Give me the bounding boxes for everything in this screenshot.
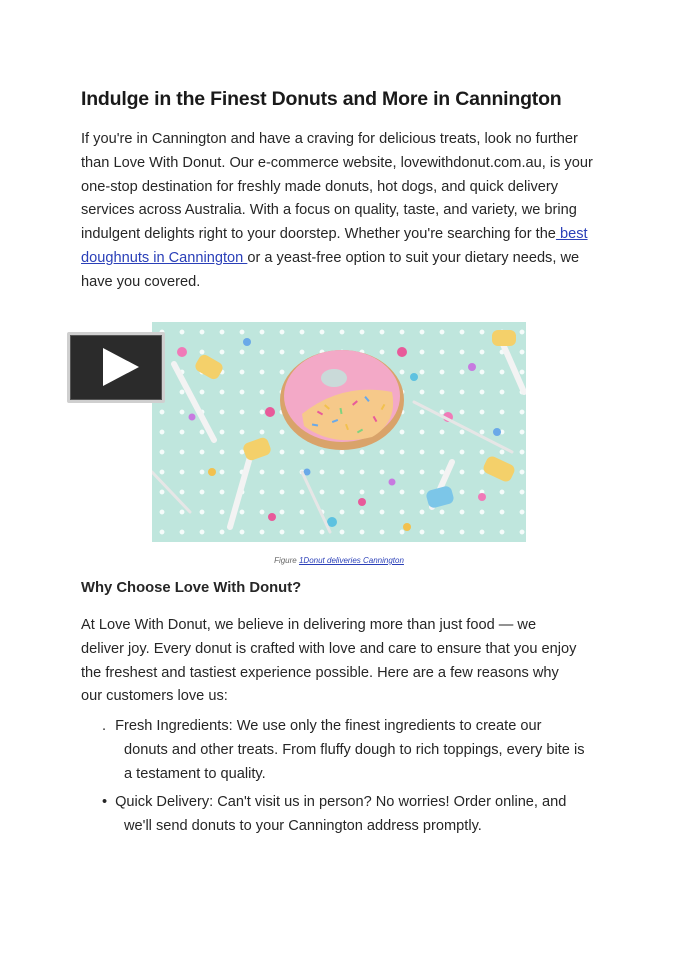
list-item [102,714,587,786]
section-heading: Why Choose Love With Donut? [81,580,302,596]
bullet-mark: • [102,794,108,810]
donut-photo [152,322,526,542]
figure-caption [152,556,526,565]
donut-party-illustration [152,322,526,542]
intro-text: If you're in Cannington and have a craving for delicious treats, look no further than Love With Donut. Our e-commerce website, lovewithdonut.com.au, is your one-stop destination for freshly made donuts, hot dogs, and quick delivery services across Australia. With a focus on quality, taste, and variety, we bring indulgent delights right to your doorstep. Whether you're searching for the [81,131,593,243]
list-item [102,790,587,838]
video-play-button[interactable] [67,332,165,403]
caption-link[interactable]: 1Donut deliveries Cannington [298,556,404,565]
page-title: Indulge in the Finest Donuts and More in Cannington [81,88,562,110]
intro-end-text: or a yeast-free option to suit your dietary needs, we have you covered. [81,249,580,290]
body-paragraph: At Love With Donut, we believe in delivering more than just food — we deliver joy. Every donut is crafted with love and care to ensure that you enjoy the freshest and tastiest experience possible. Here are a few reasons why our customers love us: [81,617,577,705]
bullet-mark: . [102,718,107,734]
bullet-text: Quick Delivery: Can't visit us in person? No worries! Order online, and we'll send donuts to your Cannington address promptly. [115,794,567,834]
intro-paragraph [81,128,601,295]
play-icon [103,348,139,386]
best-doughnuts-link[interactable]: best doughnuts in Cannington [81,226,588,266]
caption-prefix: Figure [274,556,299,565]
bullet-text: Fresh Ingredients: We use only the finest ingredients to create our donuts and other treats. From fluffy dough to rich toppings, every bite is a testament to quality. [115,718,585,782]
donut [280,350,404,450]
